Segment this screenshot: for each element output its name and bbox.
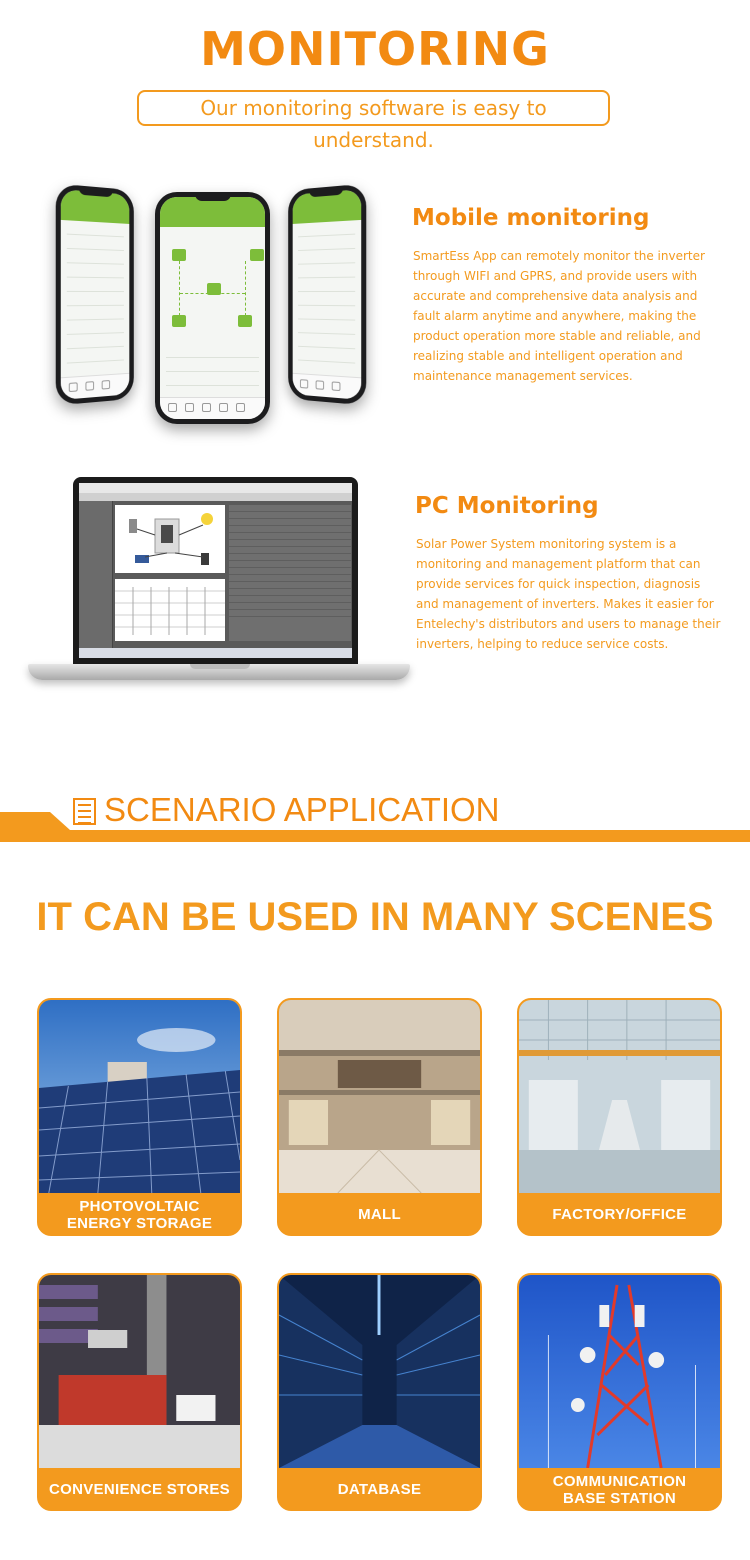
scene-card-label: COMMUNICATION BASE STATION <box>552 1472 687 1507</box>
phone-center <box>155 192 270 424</box>
telecom-tower-image <box>519 1275 720 1468</box>
phone-app-header <box>160 197 265 227</box>
scene-card-label: CONVENIENCE STORES <box>49 1481 230 1498</box>
page-title: MONITORING <box>200 22 550 76</box>
pc-heading: PC Monitoring <box>415 493 599 519</box>
subtitle-box: Our monitoring software is easy to understand. <box>137 90 610 126</box>
datacenter-image <box>279 1275 480 1468</box>
scene-card-database <box>277 1273 482 1511</box>
scene-card-label: FACTORY/OFFICE <box>552 1206 687 1223</box>
phone-right <box>288 183 366 405</box>
convenience-store-image <box>39 1275 240 1468</box>
scene-card-label: DATABASE <box>337 1481 422 1498</box>
laptop-lid <box>73 477 358 666</box>
scene-card-communication-base-station <box>517 1273 722 1511</box>
document-icon <box>73 798 96 825</box>
scenario-banner-title: SCENARIO APPLICATION <box>104 791 500 828</box>
pc-description: Solar Power System monitoring system is a monitoring and management platform that can provide services for quick inspection, diagnosis and management of inverters. Makes it easier for Entelechy's distributors and users to manage their inverters, helping to reduce service costs. <box>416 537 721 651</box>
scene-card-label: PHOTOVOLTAIC ENERGY STORAGE <box>66 1197 213 1232</box>
mobile-heading: Mobile monitoring <box>412 205 650 231</box>
scene-card-photovoltaic <box>37 998 242 1236</box>
scene-card-convenience-stores <box>37 1273 242 1511</box>
factory-image <box>519 1000 720 1193</box>
solar-panels-image <box>39 1000 240 1193</box>
scene-card-factory <box>517 998 722 1236</box>
phone-left <box>56 183 134 405</box>
scene-card-label: MALL <box>358 1206 401 1223</box>
scene-card-mall <box>277 998 482 1236</box>
mobile-description: SmartEss App can remotely monitor the inverter through WIFI and GPRS, and provide users with accurate and comprehensive data analysis and fault alarm anytime and anywhere, making the product operation more stable and reliable, and realizing stable and intelligent operation and maintenance management services. <box>413 249 705 383</box>
scenes-headline: IT CAN BE USED IN MANY SCENES <box>36 895 714 939</box>
mall-image <box>279 1000 480 1193</box>
